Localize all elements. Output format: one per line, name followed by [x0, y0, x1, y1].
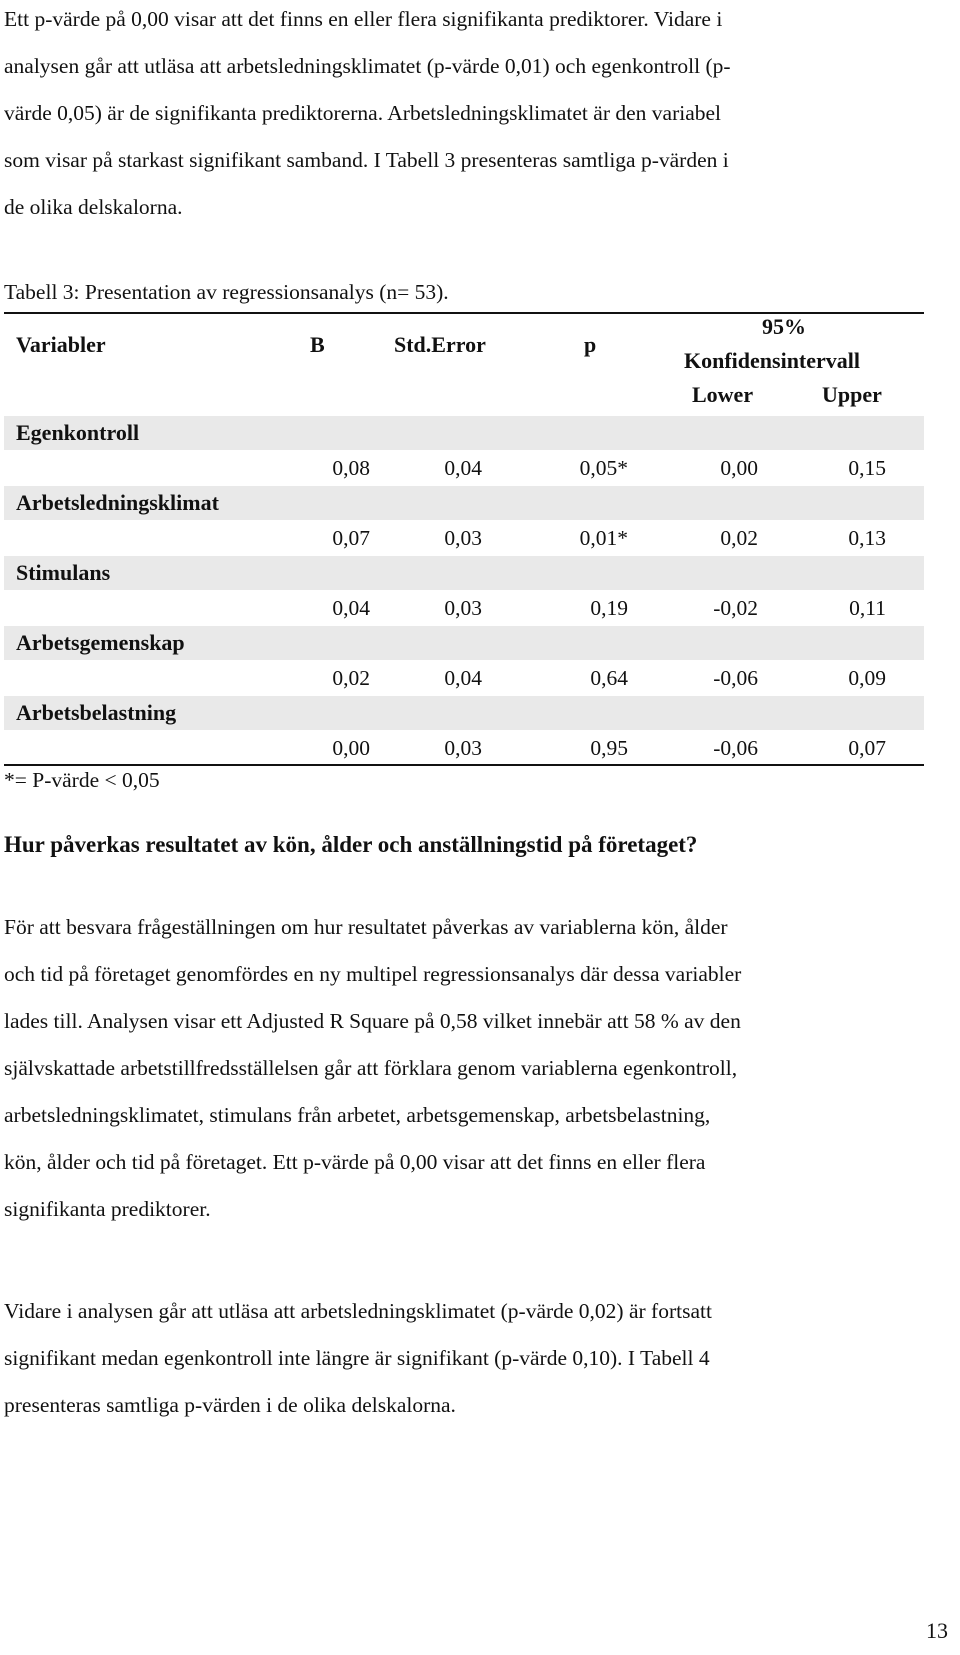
- intro-paragraph: [4, 0, 956, 231]
- cell-upper: 0,07: [848, 736, 886, 760]
- cell-lower: 0,00: [720, 456, 758, 480]
- cell-se: 0,03: [444, 526, 482, 550]
- cell-p: 0,64: [590, 666, 628, 690]
- cell-se: 0,04: [444, 666, 482, 690]
- text-line: arbetsledningsklimatet, stimulans från arbetet, arbetsgemenskap, arbetsbelastning,: [4, 1103, 711, 1127]
- cell-p: 0,01*: [579, 526, 628, 550]
- cell-upper: 0,09: [848, 666, 886, 690]
- cell-b: 0,04: [332, 596, 370, 620]
- cell-lower: -0,02: [713, 596, 758, 620]
- cell-lower: 0,02: [720, 526, 758, 550]
- text-line: lades till. Analysen visar ett Adjusted R Square på 0,58 vilket innebär att 58 % av den: [4, 1009, 741, 1033]
- cell-b: 0,07: [332, 526, 370, 550]
- cell-se: 0,03: [444, 596, 482, 620]
- header-std-error: Std.Error: [394, 332, 486, 357]
- row-shade: [4, 556, 924, 590]
- cell-p: 0,95: [590, 736, 628, 760]
- header-p: p: [584, 332, 597, 357]
- table-footnote: *= P-värde < 0,05: [4, 768, 160, 792]
- section-heading: Hur påverkas resultatet av kön, ålder och anställningstid på företaget?: [4, 832, 698, 857]
- cell-se: 0,04: [444, 456, 482, 480]
- text-line: värde 0,05) är de signifikanta prediktorerna. Arbetsledningsklimatet är den variabel: [4, 101, 722, 125]
- text-line: För att besvara frågeställningen om hur resultatet påverkas av variablerna kön, ålder: [4, 915, 728, 939]
- text-line: Vidare i analysen går att utläsa att arbetsledningsklimatet (p-värde 0,02) är fortsatt: [4, 1299, 712, 1323]
- page-number: 13: [926, 1618, 948, 1643]
- cell-lower: -0,06: [713, 666, 758, 690]
- cell-upper: 0,15: [848, 456, 886, 480]
- cell-b: 0,08: [332, 456, 370, 480]
- text-line: och tid på företaget genomfördes en ny multipel regressionsanalys där dessa variabler: [4, 962, 742, 986]
- header-b: B: [310, 332, 325, 357]
- cell-b: 0,00: [332, 736, 370, 760]
- header-variabler: Variabler: [16, 332, 106, 357]
- text-line: självskattade arbetstillfredsställelsen går att förklara genom variablerna egenkontroll,: [4, 1056, 738, 1080]
- cell-se: 0,03: [444, 736, 482, 760]
- row-label-stimulans: Stimulans: [16, 560, 111, 585]
- text-line: analysen går att utläsa att arbetsledningsklimatet (p-värde 0,01) och egenkontroll (p-: [4, 54, 731, 78]
- header-ci-percent: 95%: [762, 314, 806, 339]
- header-lower: Lower: [692, 382, 754, 407]
- text-line: signifikanta prediktorer.: [4, 1197, 211, 1221]
- text-line: signifikant medan egenkontroll inte längre är signifikant (p-värde 0,10). I Tabell 4: [4, 1346, 710, 1370]
- text-line: Ett p-värde på 0,00 visar att det finns en eller flera signifikanta prediktorer. Vidare i: [4, 7, 723, 31]
- header-ci-label: Konfidensintervall: [684, 348, 861, 373]
- header-upper: Upper: [822, 382, 882, 407]
- text-line: som visar på starkast signifikant samband. I Tabell 3 presenteras samtliga p-värden i: [4, 148, 729, 172]
- cell-upper: 0,13: [848, 526, 886, 550]
- paragraph-2: [4, 904, 956, 1233]
- row-label-arbetsgemenskap: Arbetsgemenskap: [16, 630, 185, 655]
- row-label-arbetsledningsklimat: Arbetsledningsklimat: [16, 490, 219, 515]
- text-line: de olika delskalorna.: [4, 195, 183, 219]
- cell-b: 0,02: [332, 666, 370, 690]
- text-line: kön, ålder och tid på företaget. Ett p-värde på 0,00 visar att det finns en eller flera: [4, 1150, 706, 1174]
- paragraph-3: [4, 1288, 956, 1429]
- cell-p: 0,19: [590, 596, 628, 620]
- cell-lower: -0,06: [713, 736, 758, 760]
- cell-upper: 0,11: [849, 596, 886, 620]
- row-label-arbetsbelastning: Arbetsbelastning: [16, 700, 177, 725]
- table-bottom-rule: [4, 764, 924, 766]
- table-caption: Tabell 3: Presentation av regressionsanalys (n= 53).: [4, 280, 449, 304]
- cell-p: 0,05*: [579, 456, 628, 480]
- row-shade: [4, 416, 924, 450]
- text-line: presenteras samtliga p-värden i de olika delskalorna.: [4, 1393, 456, 1417]
- row-label-egenkontroll: Egenkontroll: [16, 420, 140, 445]
